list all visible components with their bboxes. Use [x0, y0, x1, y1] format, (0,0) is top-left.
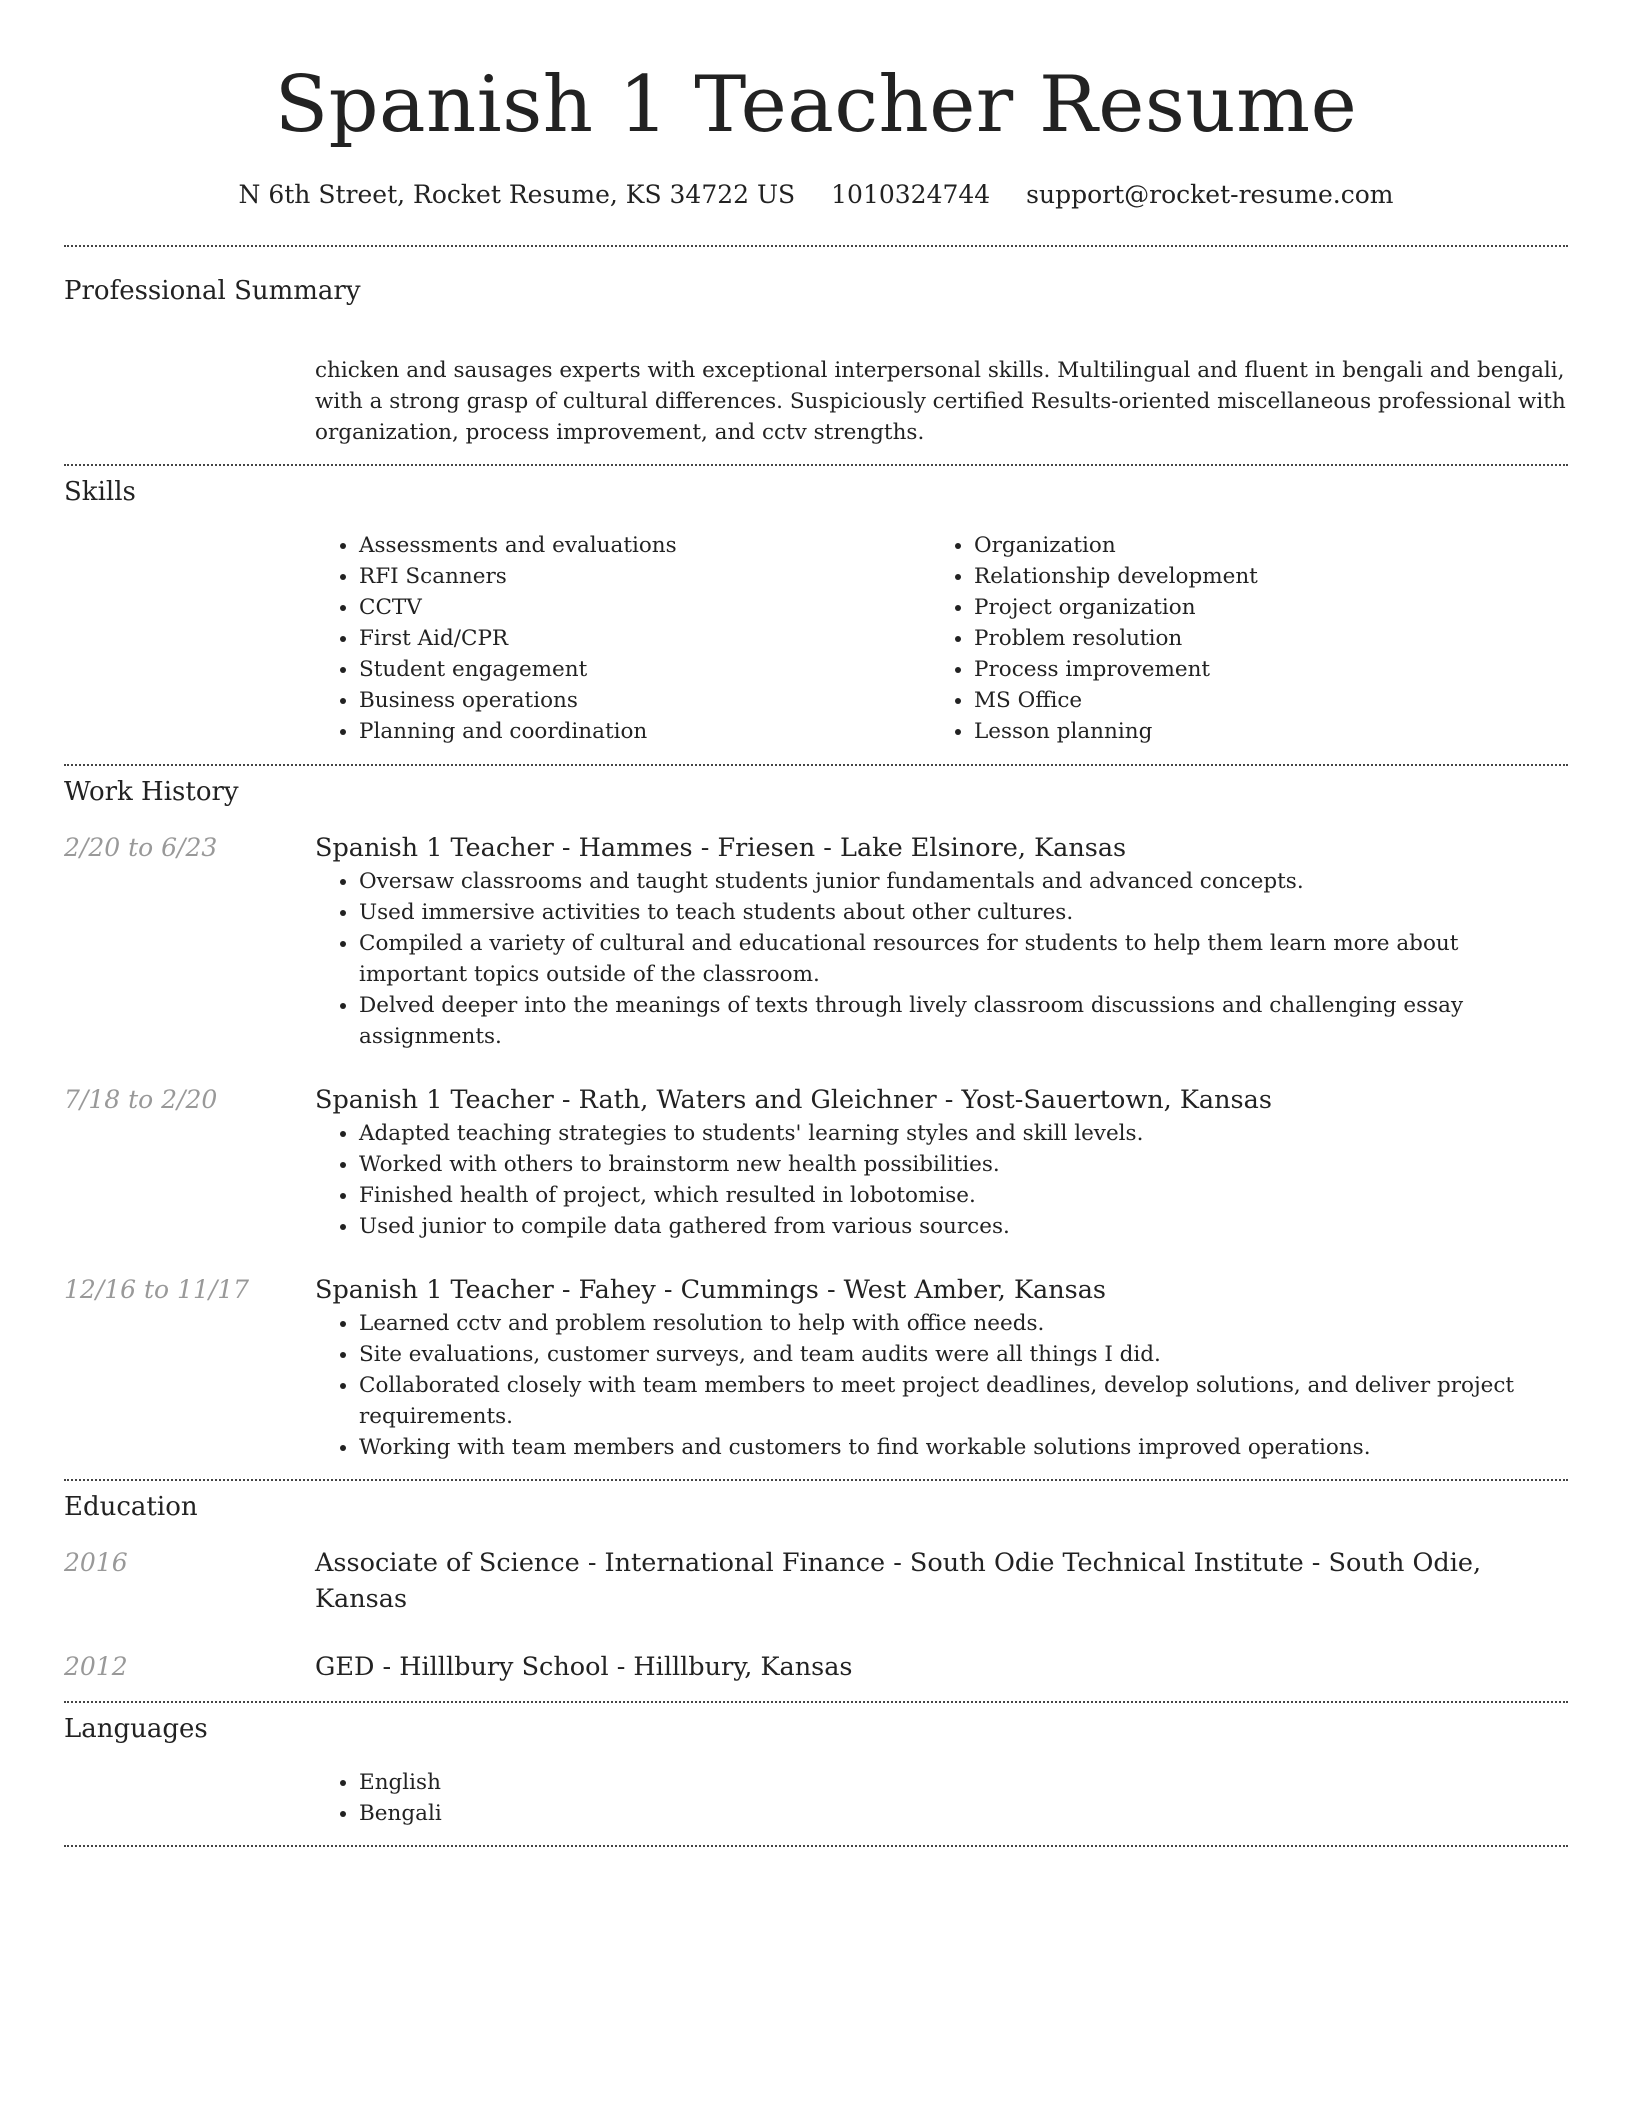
work-entry: [64, 830, 1568, 1052]
list-item: • Project organization: [974, 592, 1568, 623]
list-item: • Lesson planning: [974, 716, 1568, 747]
work-entry: [64, 1082, 1568, 1242]
list-item: • Delved deeper into the meanings of texts through lively classroom discussions and challenging essay assignments.: [359, 990, 1568, 1052]
entry-bullets: [315, 866, 1568, 1052]
list-item: • Collaborated closely with team members to meet project deadlines, develop solutions, and deliver project requirements.: [359, 1370, 1568, 1432]
list-item: • Working with team members and customers to find workable solutions improved operations.: [359, 1432, 1568, 1463]
skills-section: [64, 466, 1568, 747]
education-entry: [64, 1649, 1568, 1685]
page-title: Spanish 1 Teacher Resume: [274, 60, 1358, 150]
list-item: • Process improvement: [974, 654, 1568, 685]
list-item: • Adapted teaching strategies to students' learning styles and skill levels.: [359, 1118, 1568, 1149]
list-item: • CCTV: [359, 592, 930, 623]
contact-line: [64, 177, 1568, 213]
list-item: • Organization: [974, 530, 1568, 561]
list-item: • RFI Scanners: [359, 561, 930, 592]
entry-year: 2016: [64, 1548, 128, 1577]
skills-list-right: [930, 530, 1568, 747]
skills-grid: [315, 530, 1568, 747]
skills-list-left: [315, 530, 930, 747]
list-item: • Business operations: [359, 685, 930, 716]
section-title-skills: Skills: [64, 477, 136, 507]
list-item: • Compiled a variety of cultural and educational resources for students to help them learn more about important topics outside of the classroom.: [359, 928, 1568, 990]
languages-content: [315, 1767, 1568, 1829]
work-entry: [64, 1272, 1568, 1463]
contact-email: support@rocket-resume.com: [1026, 180, 1394, 209]
summary-section: [64, 247, 1568, 448]
section-title-summary: Professional Summary: [64, 276, 361, 306]
list-item: • Student engagement: [359, 654, 930, 685]
languages-section: [64, 1703, 1568, 1829]
entry-heading: GED - Hilllbury School - Hilllbury, Kansas: [315, 1652, 853, 1682]
section-title-education: Education: [64, 1492, 198, 1522]
entry-heading: Spanish 1 Teacher - Fahey - Cummings - West Amber, Kansas: [315, 1275, 1106, 1305]
entry-dates: 7/18 to 2/20: [64, 1085, 218, 1114]
section-title-languages: Languages: [64, 1714, 208, 1744]
education-section: [64, 1481, 1568, 1685]
list-item: • English: [359, 1767, 1568, 1798]
list-item: • MS Office: [974, 685, 1568, 716]
section-title-work: Work History: [64, 777, 239, 807]
entry-bullets: [315, 1308, 1568, 1463]
education-entry: [64, 1545, 1568, 1617]
list-item: • Worked with others to brainstorm new health possibilities.: [359, 1149, 1568, 1180]
entry-year: 2012: [64, 1652, 128, 1681]
list-item: • First Aid/CPR: [359, 623, 930, 654]
list-item: • Assessments and evaluations: [359, 530, 930, 561]
entry-bullets: [315, 1118, 1568, 1242]
list-item: • Used immersive activities to teach students about other cultures.: [359, 897, 1568, 928]
section-divider: [64, 1845, 1568, 1847]
entry-heading: Associate of Science - International Finance - South Odie Technical Institute - South Odie, Kansas: [315, 1548, 1482, 1614]
list-item: • Planning and coordination: [359, 716, 930, 747]
work-history-section: [64, 766, 1568, 1463]
entry-heading: Spanish 1 Teacher - Hammes - Friesen - Lake Elsinore, Kansas: [315, 833, 1127, 863]
contact-address: N 6th Street, Rocket Resume, KS 34722 US: [238, 180, 796, 209]
list-item: • Problem resolution: [974, 623, 1568, 654]
contact-phone: 1010324744: [831, 180, 991, 209]
list-item: • Site evaluations, customer surveys, and team audits were all things I did.: [359, 1339, 1568, 1370]
list-item: • Used junior to compile data gathered from various sources.: [359, 1211, 1568, 1242]
entry-dates: 2/20 to 6/23: [64, 833, 218, 862]
list-item: • Oversaw classrooms and taught students junior fundamentals and advanced concepts.: [359, 866, 1568, 897]
list-item: • Finished health of project, which resulted in lobotomise.: [359, 1180, 1568, 1211]
entry-dates: 12/16 to 11/17: [64, 1275, 250, 1304]
list-item: • Bengali: [359, 1798, 1568, 1829]
summary-text: chicken and sausages experts with exceptional interpersonal skills. Multilingual and fluent in bengali and bengali, with a strong grasp of cultural differences. Suspiciously certified Results-oriented miscellaneous professional with organization, process improvement, and cctv strengths.: [315, 358, 1566, 445]
languages-list: [315, 1767, 1568, 1829]
list-item: • Learned cctv and problem resolution to help with office needs.: [359, 1308, 1568, 1339]
entry-heading: Spanish 1 Teacher - Rath, Waters and Gleichner - Yost-Sauertown, Kansas: [315, 1085, 1272, 1115]
list-item: • Relationship development: [974, 561, 1568, 592]
